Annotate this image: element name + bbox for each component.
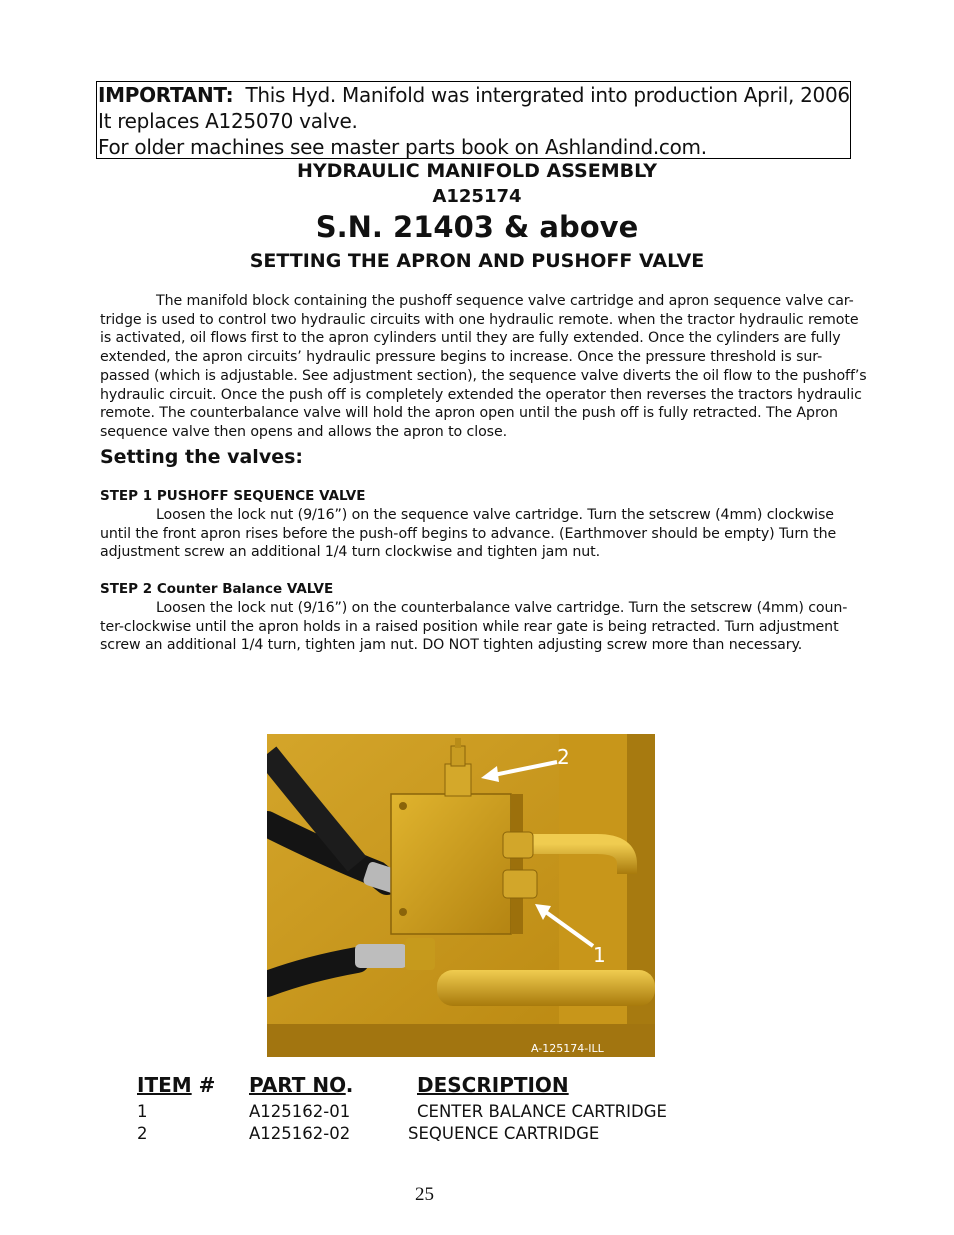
step1-title: STEP 1 PUSHOFF SEQUENCE VALVE [100, 488, 366, 504]
parts-row-2-part: A125162-02 [249, 1124, 351, 1143]
intro-line: tridge is used to control two hydraulic circuits with one hydraulic remote. when the tractor hydraulic remote [100, 311, 859, 328]
assembly-title: HYDRAULIC MANIFOLD ASSEMBLY [296, 160, 658, 182]
notice-line-3: For older machines see master parts book on Ashlandind.com. [98, 135, 707, 159]
step1-paragraph [100, 506, 860, 562]
step2-paragraph [100, 599, 860, 655]
important-notice [96, 81, 851, 159]
intro-paragraph [100, 292, 867, 442]
intro-line: sequence valve then opens and allows the apron to close. [100, 423, 508, 440]
intro-line: passed (which is adjustable. See adjustment section), the sequence valve diverts the oil flow to the pushoff’s [100, 367, 867, 384]
intro-line: hydraulic circuit. Once the push off is completely extended the operator then reverses the tractors hydraulic [100, 386, 862, 403]
parts-header-item [137, 1073, 215, 1097]
parts-row-2-item: 2 [137, 1124, 148, 1143]
step2-line: ter-clockwise until the apron holds in a raised position while rear gate is being retracted. Turn adjustment [100, 618, 839, 635]
notice-line-2: It replaces A125070 valve. [98, 109, 358, 133]
page-number: 25 [415, 1184, 434, 1205]
assembly-part-number: A125174 [432, 186, 522, 207]
parts-header-item-label: ITEM [137, 1073, 192, 1097]
parts-list [0, 1073, 954, 1153]
step1-line: Loosen the lock nut (9/16”) on the sequence valve cartridge. Turn the setscrew (4mm) clockwise [156, 507, 834, 523]
parts-header-part-label: PART NO [249, 1073, 346, 1097]
intro-line: is activated, oil flows first to the apron cylinders until they are fully extended. Once the cylinders are fully [100, 330, 841, 347]
photo-caption: A-125174-ILL [531, 1042, 604, 1055]
parts-header-part [249, 1073, 353, 1097]
parts-row-2-desc: SEQUENCE CARTRIDGE [408, 1124, 600, 1143]
step2-line: screw an additional 1/4 turn, tighten jam nut. DO NOT tighten adjusting screw more than necessary. [100, 637, 803, 654]
manifold-photo [267, 734, 655, 1057]
manifold-photo-drawing [267, 734, 655, 1057]
section-heading: SETTING THE APRON AND PUSHOFF VALVE [249, 250, 705, 272]
parts-row-1-desc: CENTER BALANCE CARTRIDGE [417, 1102, 667, 1121]
intro-line: The manifold block containing the pushoff sequence valve cartridge and apron sequence valve car- [156, 293, 854, 309]
intro-line: remote. The counterbalance valve will hold the apron open until the push off is fully retracted. The Apron [100, 405, 838, 422]
callout-1-label: 1 [593, 943, 606, 967]
parts-header-item-hash: # [191, 1073, 216, 1097]
step2-line: Loosen the lock nut (9/16”) on the counterbalance valve cartridge. Turn the setscrew (4mm) coun- [156, 600, 848, 616]
notice-label: IMPORTANT: [98, 83, 234, 107]
setting-valves-heading: Setting the valves: [100, 446, 303, 468]
intro-line: extended, the apron circuits’ hydraulic pressure begins to increase. Once the pressure threshold is sur- [100, 349, 823, 366]
callout-2-label: 2 [557, 745, 570, 769]
parts-row-1-item: 1 [137, 1102, 148, 1121]
step2-title: STEP 2 Counter Balance VALVE [100, 581, 334, 597]
notice-text-1: This Hyd. Manifold was intergrated into production April, 2006 [233, 83, 850, 107]
serial-number-heading: S.N. 21403 & above [315, 210, 639, 244]
step1-line: adjustment screw an additional 1/4 turn clockwise and tighten jam nut. [100, 544, 601, 561]
notice-line-1 [98, 82, 850, 108]
parts-header-description: DESCRIPTION [417, 1073, 569, 1097]
parts-row-1-part: A125162-01 [249, 1102, 351, 1121]
parts-header-part-dot: . [345, 1073, 354, 1097]
step1-line: until the front apron rises before the push-off begins to advance. (Earthmover should be empty) Turn the [100, 525, 837, 542]
